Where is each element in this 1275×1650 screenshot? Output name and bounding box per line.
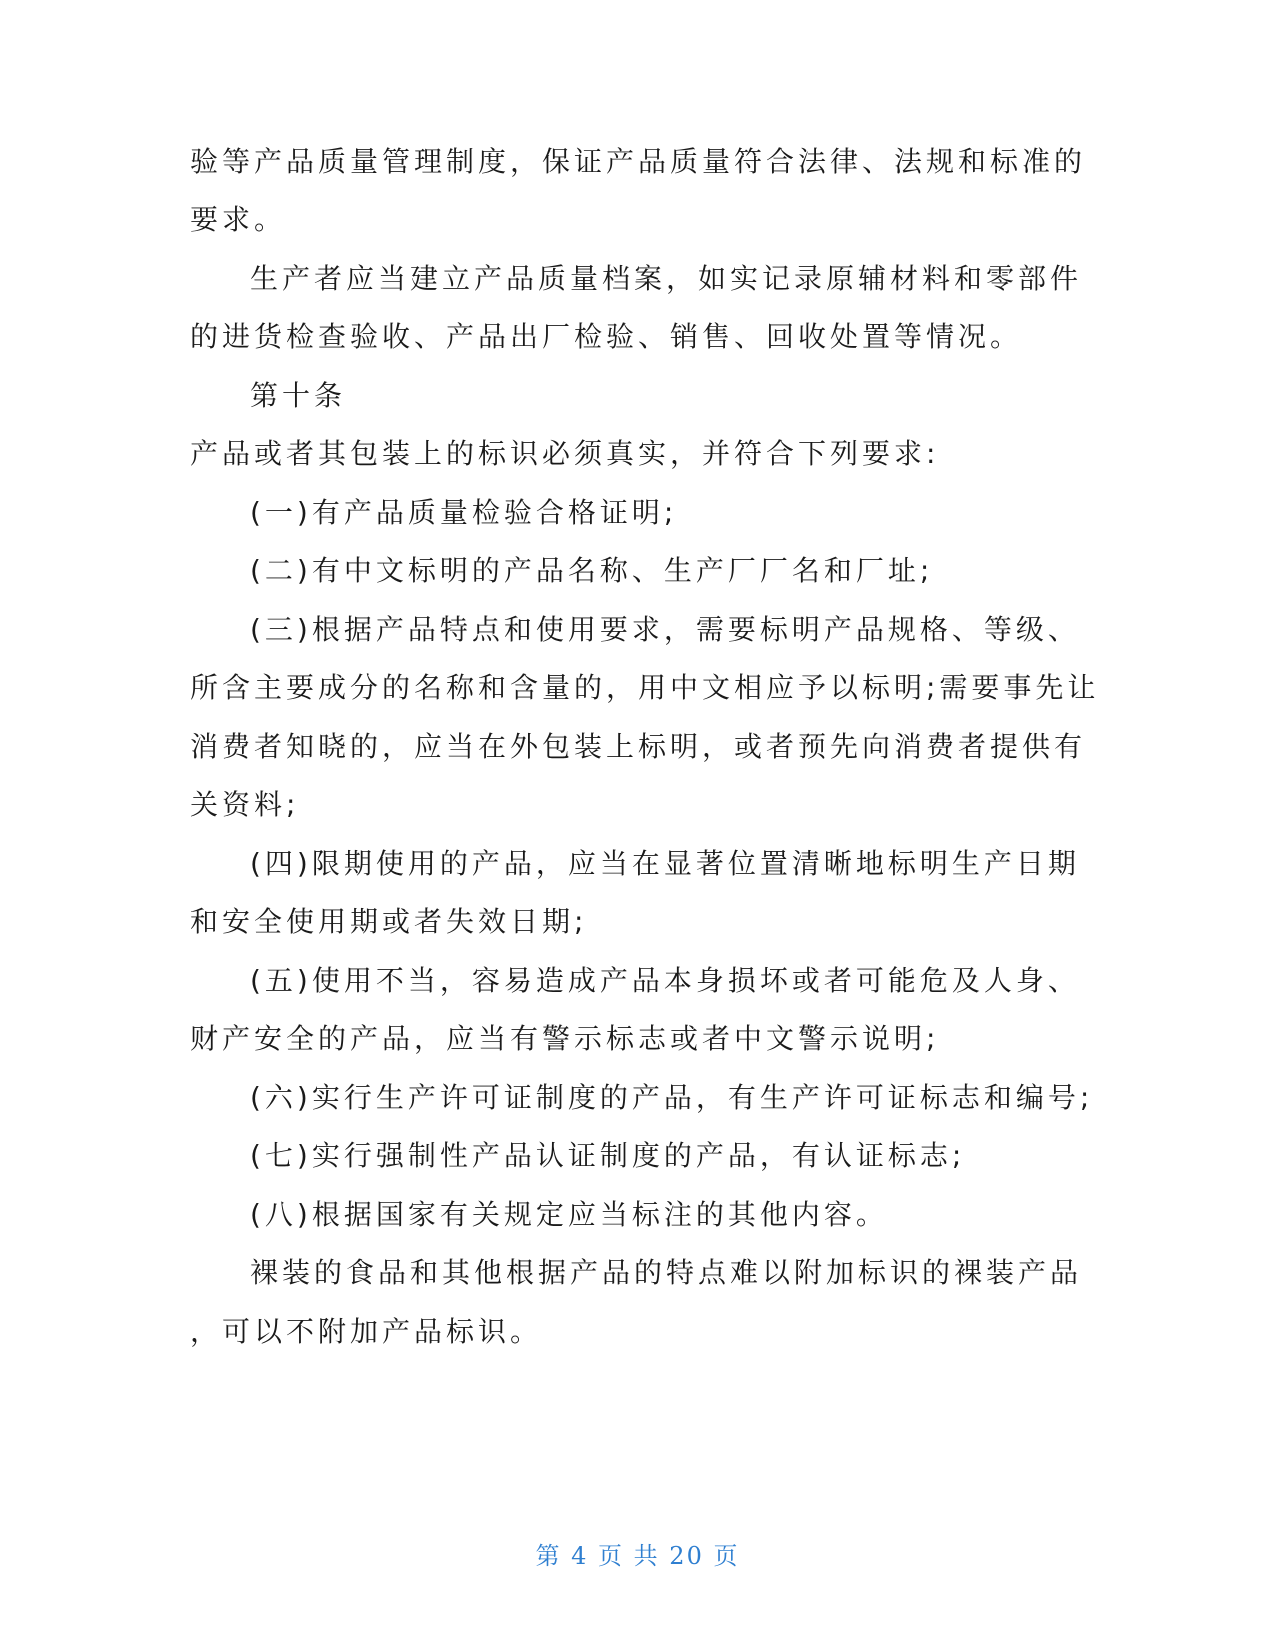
text-line: 的进货检查验收、产品出厂检验、销售、回收处置等情况。 — [190, 320, 1023, 353]
text-line: ，可以不附加产品标识。 — [190, 1315, 543, 1348]
text-line: 裸装的食品和其他根据产品的特点难以附加标识的裸装产品 — [250, 1256, 1083, 1289]
list-item: (六)实行生产许可证制度的产品，有生产许可证标志和编号; — [250, 1081, 1094, 1114]
text-line: 要求。 — [190, 203, 287, 236]
list-item: (八)根据国家有关规定应当标注的其他内容。 — [250, 1198, 888, 1231]
text-line: 和安全使用期或者失效日期; — [190, 905, 588, 938]
text-line: 关资料; — [190, 788, 300, 821]
text-line: 消费者知晓的，应当在外包装上标明，或者预先向消费者提供有 — [190, 730, 1087, 763]
text-line: 财产安全的产品，应当有警示标志或者中文警示说明; — [190, 1022, 940, 1055]
list-item: (四)限期使用的产品，应当在显著位置清晰地标明生产日期 — [250, 847, 1080, 880]
list-item: (二)有中文标明的产品名称、生产厂厂名和厂址; — [250, 554, 934, 587]
text-line: 验等产品质量管理制度，保证产品质量符合法律、法规和标准的 — [190, 145, 1087, 178]
list-item: (五)使用不当，容易造成产品本身损坏或者可能危及人身、 — [250, 964, 1080, 997]
page-number-footer: 第 4 页 共 20 页 — [535, 1542, 740, 1570]
article-heading: 第十条 — [250, 379, 347, 412]
text-line: 所含主要成分的名称和含量的，用中文相应予以标明;需要事先让 — [190, 671, 1100, 704]
list-item: (一)有产品质量检验合格证明; — [250, 496, 678, 529]
list-item: (七)实行强制性产品认证制度的产品，有认证标志; — [250, 1139, 966, 1172]
text-line: 生产者应当建立产品质量档案，如实记录原辅材料和零部件 — [250, 262, 1083, 295]
list-item: (三)根据产品特点和使用要求，需要标明产品规格、等级、 — [250, 613, 1080, 646]
text-line: 产品或者其包装上的标识必须真实，并符合下列要求: — [190, 437, 940, 470]
